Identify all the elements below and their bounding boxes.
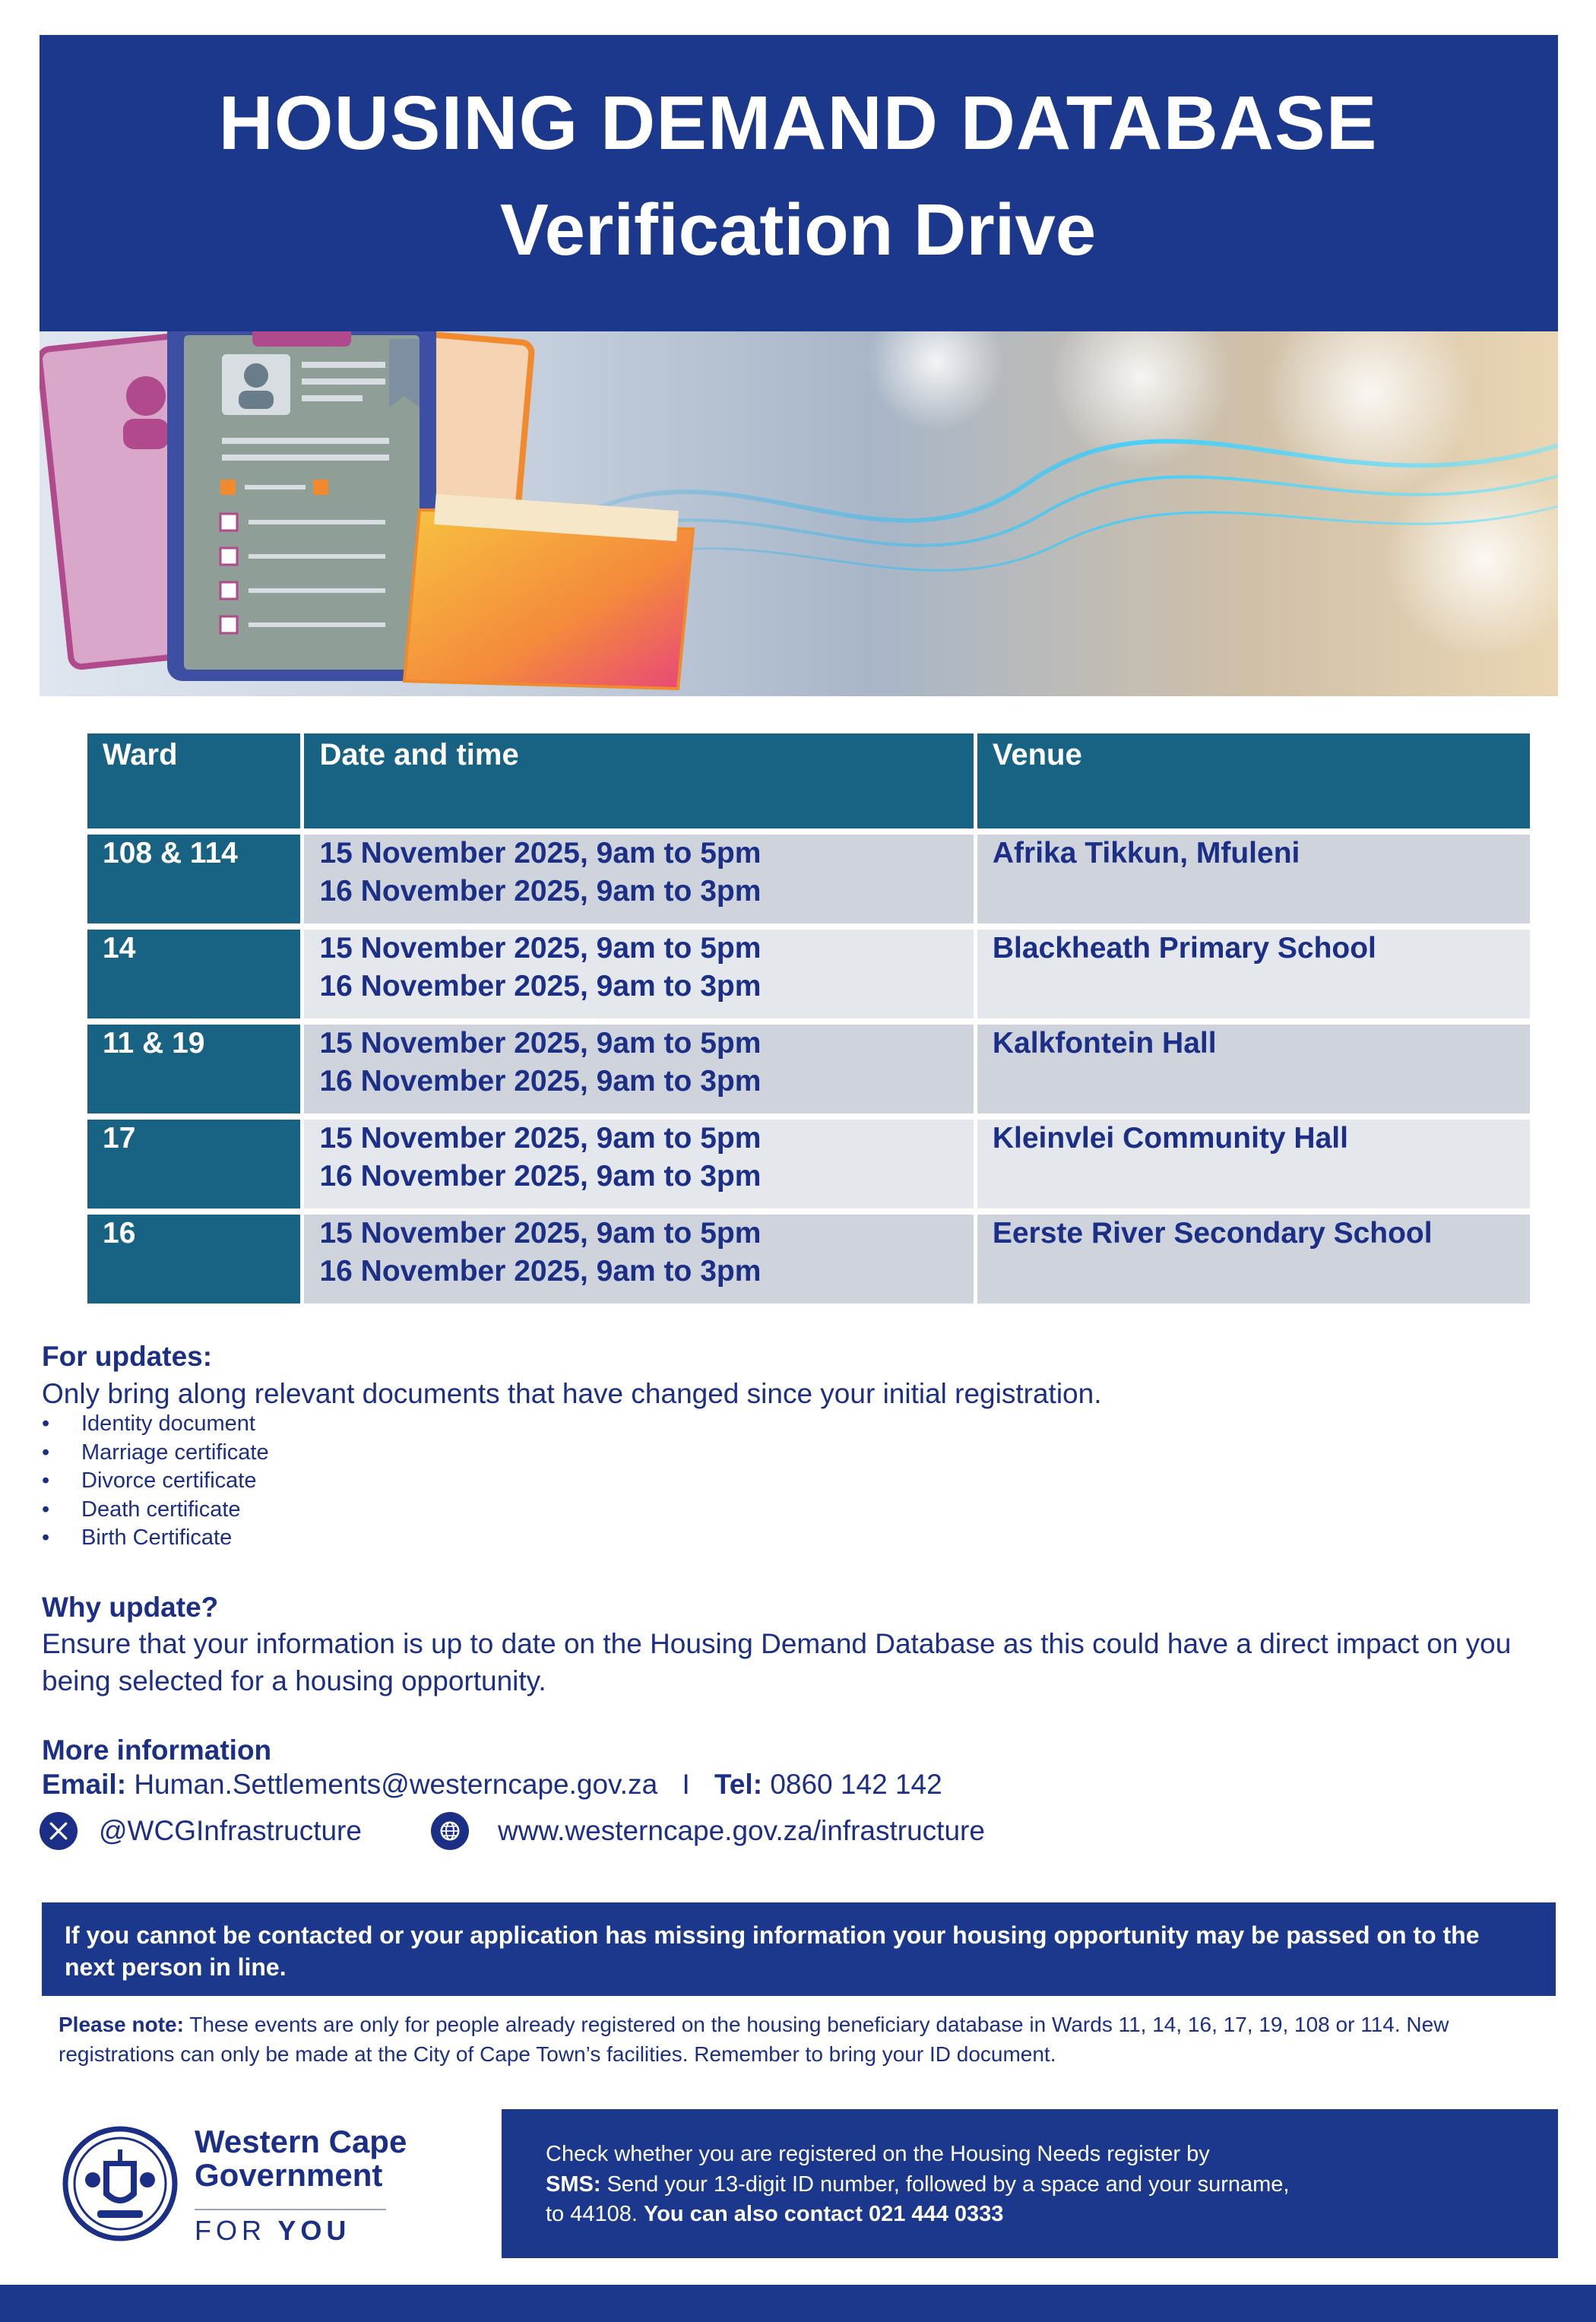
date-line: 15 November 2025, 9am to 5pm bbox=[319, 1027, 762, 1060]
note-label: Please note: bbox=[59, 2013, 184, 2036]
date-line: 15 November 2025, 9am to 5pm bbox=[319, 932, 762, 965]
date-line: 16 November 2025, 9am to 3pm bbox=[319, 1254, 762, 1288]
date-cell bbox=[304, 930, 973, 1018]
documents-list bbox=[42, 1410, 269, 1553]
coat-of-arms-icon bbox=[59, 2119, 181, 2248]
list-item: • Birth Certificate bbox=[42, 1524, 269, 1553]
list-item: • Divorce certificate bbox=[42, 1467, 269, 1496]
footer-bar bbox=[0, 2285, 1596, 2322]
venue-cell: Blackheath Primary School bbox=[977, 930, 1530, 1018]
table-row bbox=[87, 1025, 1530, 1113]
date-line: 15 November 2025, 9am to 5pm bbox=[319, 1217, 762, 1250]
globe-icon bbox=[431, 1812, 469, 1850]
date-cell bbox=[304, 835, 973, 923]
date-line: 16 November 2025, 9am to 3pm bbox=[319, 1159, 762, 1193]
updates-text: Only bring along relevant documents that have changed since your initial registration. bbox=[42, 1378, 1102, 1409]
sms-line2-wrap bbox=[546, 2170, 1514, 2200]
sms-line3-wrap bbox=[546, 2200, 1514, 2230]
twitter-handle[interactable] bbox=[40, 1811, 362, 1851]
more-info-heading: More information bbox=[42, 1734, 272, 1766]
website-link[interactable] bbox=[431, 1811, 985, 1851]
list-item: • Death certificate bbox=[42, 1496, 269, 1525]
date-cell bbox=[304, 1025, 973, 1113]
table-row bbox=[87, 930, 1530, 1018]
why-heading: Why update? bbox=[42, 1592, 219, 1623]
sms-label: SMS: bbox=[546, 2172, 601, 2197]
table-row bbox=[87, 1215, 1530, 1304]
website-text[interactable]: www.westerncape.gov.za/infrastructure bbox=[498, 1815, 985, 1846]
ward-cell: 108 & 114 bbox=[87, 835, 300, 923]
hero-background-graphic bbox=[40, 331, 1558, 696]
date-line: 15 November 2025, 9am to 5pm bbox=[319, 837, 762, 870]
column-header-venue: Venue bbox=[977, 733, 1530, 828]
date-cell bbox=[304, 1215, 973, 1304]
sms-line2: Send your 13-digit ID number, followed by a space and your surname, bbox=[606, 2172, 1290, 2197]
sms-contact: You can also contact 021 444 0333 bbox=[644, 2202, 1004, 2227]
sms-line1: Check whether you are registered on the Housing Needs register by bbox=[546, 2142, 1210, 2166]
tel-link[interactable]: 0860 142 142 bbox=[770, 1769, 942, 1800]
page-title: HOUSING DEMAND DATABASE bbox=[218, 81, 1378, 166]
ward-cell: 14 bbox=[87, 930, 300, 1018]
warning-box: If you cannot be contacted or your application has missing information your housing opportunity may be passed on to the next person in line. bbox=[42, 1902, 1556, 1996]
western-cape-government-logo bbox=[59, 2119, 424, 2256]
tel-label: Tel: bbox=[714, 1769, 763, 1800]
ward-cell: 17 bbox=[87, 1120, 300, 1209]
email-label: Email: bbox=[42, 1769, 127, 1800]
page-subtitle: Verification Drive bbox=[499, 189, 1097, 271]
ward-schedule-table bbox=[84, 727, 1534, 1310]
date-line: 16 November 2025, 9am to 3pm bbox=[319, 1064, 762, 1098]
date-cell bbox=[304, 1120, 973, 1209]
ward-cell: 11 & 19 bbox=[87, 1025, 300, 1113]
list-item: • Identity document bbox=[42, 1410, 269, 1439]
logo-text-line2: Government bbox=[195, 2157, 383, 2193]
email-link[interactable]: Human.Settlements@westerncape.gov.za bbox=[134, 1769, 658, 1800]
header-banner bbox=[40, 35, 1558, 331]
sms-line3: to 44108. bbox=[546, 2202, 638, 2227]
contact-line bbox=[42, 1769, 942, 1801]
column-header-ward: Ward bbox=[87, 733, 300, 828]
logo-tag-part1: FOR bbox=[195, 2215, 266, 2246]
hero-image bbox=[40, 331, 1558, 696]
venue-cell: Afrika Tikkun, Mfuleni bbox=[977, 835, 1530, 923]
venue-cell: Kleinvlei Community Hall bbox=[977, 1120, 1530, 1209]
please-note bbox=[59, 2010, 1548, 2069]
logo-divider bbox=[195, 2209, 386, 2210]
date-line: 16 November 2025, 9am to 3pm bbox=[319, 874, 762, 908]
x-twitter-icon bbox=[40, 1812, 78, 1850]
folder-icon bbox=[404, 494, 693, 689]
table-row bbox=[87, 1120, 1530, 1209]
sms-info-box bbox=[502, 2109, 1558, 2258]
updates-heading: For updates: bbox=[42, 1341, 213, 1372]
logo-tagline bbox=[195, 2216, 350, 2246]
ward-cell: 16 bbox=[87, 1215, 300, 1304]
logo-tag-part2: YOU bbox=[277, 2215, 351, 2246]
table-row bbox=[87, 835, 1530, 923]
venue-cell: Kalkfontein Hall bbox=[977, 1025, 1530, 1113]
twitter-handle-text[interactable]: @WCGInfrastructure bbox=[99, 1815, 362, 1846]
venue-cell: Eerste River Secondary School bbox=[977, 1215, 1530, 1304]
logo-text-line1: Western Cape bbox=[195, 2124, 407, 2159]
column-header-date: Date and time bbox=[304, 733, 973, 828]
date-line: 16 November 2025, 9am to 3pm bbox=[319, 969, 762, 1003]
note-text: These events are only for people already registered on the housing beneficiary database in Wards 11, 14, 16, 17, 19, 108 or 114. New registrations can only be made at the City of Cape Town’s facilities. Remember to bring your ID document. bbox=[59, 2013, 1449, 2066]
clipboard-icon bbox=[167, 331, 436, 681]
separator: I bbox=[682, 1769, 690, 1800]
date-line: 15 November 2025, 9am to 5pm bbox=[319, 1122, 762, 1155]
why-text: Ensure that your information is up to date on the Housing Demand Database as this could have a direct impact on you being selected for a housing opportunity. bbox=[42, 1628, 1512, 1696]
list-item: • Marriage certificate bbox=[42, 1439, 269, 1468]
table-header-row bbox=[87, 733, 1530, 828]
